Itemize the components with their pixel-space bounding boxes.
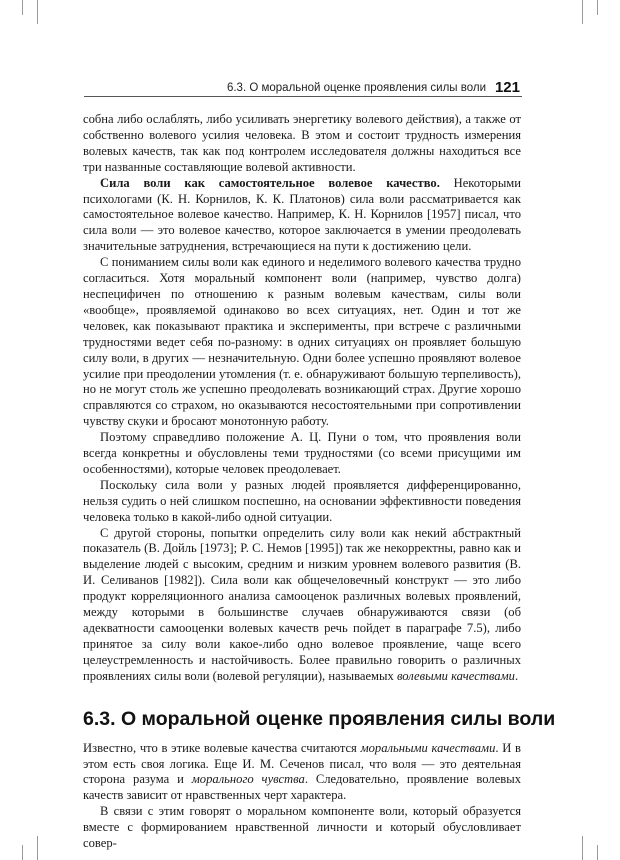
paragraph-6 — [83, 526, 521, 685]
running-title: 6.3. О моральной оценке проявления силы воли — [226, 82, 486, 94]
header-rule — [84, 96, 522, 97]
page-number: 121 — [494, 79, 520, 96]
crop-mark-bottom-right-v — [582, 836, 583, 860]
paragraph-2 — [83, 176, 521, 256]
paragraph-7-a: Известно, что в этике волевые качества считаются — [83, 740, 361, 755]
crop-mark-top-right-v2 — [597, 0, 598, 15]
crop-mark-top-right-v — [582, 0, 583, 24]
paragraph-4: Поэтому справедливо положение А. Ц. Пуни о том, что проявления воли всегда конкретны и обусловлены теми трудностями (со всеми присущими им особенностями), которые человек преодолевает. — [83, 430, 521, 476]
paragraph-2-lead: Сила воли как самостоятельное волевое качество. — [100, 175, 440, 190]
crop-mark-bottom-right-v2 — [597, 845, 598, 860]
paragraph-8: В связи с этим говорят о моральном компоненте воли, который образуется вместе с формированием нравственной личности и который обусловливает совер- — [83, 804, 521, 851]
paragraph-7-term-2: морального чувства — [191, 772, 305, 787]
paragraph-6-text: С другой стороны, попытки определить силу воли как некий абстрактный показатель (В. Дойль [1973]; Р. С. Немов [1995]) так же некорректны, равно как и выделение людей с высоким, средним и низким уровнем волевого развития (В. И. Селиванов [1982]). Сила воли как общечеловечный конструкт — это либо продукт корреляционного анализа самооценок различных волевых проявлений, между которыми в большинстве случаев обнаруживаются связи (об адекватности самооценки волевых качеств речь пойдет в параграфе 7.5), либо принятое за силу воли какое-либо одно волевое проявление, чаще всего целеустремленность и настойчивость. Более правильно говорить о различных проявлениях силы воли (волевой регуляции), называемых — [83, 525, 521, 683]
crop-mark-top-left-v2 — [22, 0, 23, 15]
crop-mark-top-left-v — [37, 0, 38, 24]
paragraph-5: Поскольку сила воли у разных людей проявляется дифференцированно, нельзя судить о ней слишком поспешно, на основании эффективности поведения человека только в какой-либо одной ситуации. — [83, 477, 521, 524]
paragraph-2-text: Некоторыми психологами (К. Н. Корнилов, К. К. Платонов) сила воли рассматривается как самостоятельное волевое качество. Например, К. Н. Корнилов [1957] писал, что сила воли — это волевое качество, которое заключается в умении преодолевать значительные затруднения, встречающиеся на пути к достижению цели. — [83, 175, 522, 254]
paragraph-7-c: . Следовательно, проявление волевых качеств зависит от нравственных черт характера. — [83, 772, 521, 803]
paragraph-7 — [83, 741, 521, 805]
paragraph-6-end: . — [514, 668, 519, 683]
page-body — [83, 112, 556, 852]
crop-mark-bottom-left-v2 — [22, 845, 23, 860]
paragraph-7-b: . И в этом есть своя логика. Еще И. М. Сеченов писал, что воля — это деятельная сторона разума и — [83, 740, 521, 787]
paragraph-6-term: волевыми качествами — [396, 668, 515, 683]
section-heading: 6.3. О моральной оценке проявления силы воли — [83, 707, 556, 730]
paragraph-3: С пониманием силы воли как единого и неделимого волевого качества трудно согласиться. Хотя моральный компонент воли (например, чувство долга) неспецифичен по отношению к разным волевым качествам, силы воли «вообще», проявляемой одинаково во всех ситуациях, нет. Один и тот же человек, как показывают практика и эксперименты, при встрече с различными трудностями ведет себя по-разному: в одних ситуациях он проявляет большую силу воли, в других — незначительную. Одни более успешно проявляют волевое усилие при преодолении утомления (т. е. обнаруживают большую терпеливость), но не могут столь же успешно преодолевать возникающий страх. Другие хорошо справляются со страхом, но оказываются несостоятельными при сопротивлении чувству скуки и бросают монотонную работу. — [83, 255, 521, 429]
paragraph-1: собна либо ослаблять, либо усиливать энергетику волевого действия), а также от собственно волевого усилия человека. В этом и состоит трудность измерения волевых качеств, так как под контролем исследователя должны находиться все три названные составляющие волевой активности. — [83, 112, 521, 174]
paragraph-7-term-1: моральными качествами — [360, 740, 496, 755]
running-head — [84, 79, 522, 101]
crop-mark-bottom-left-v — [37, 836, 38, 860]
